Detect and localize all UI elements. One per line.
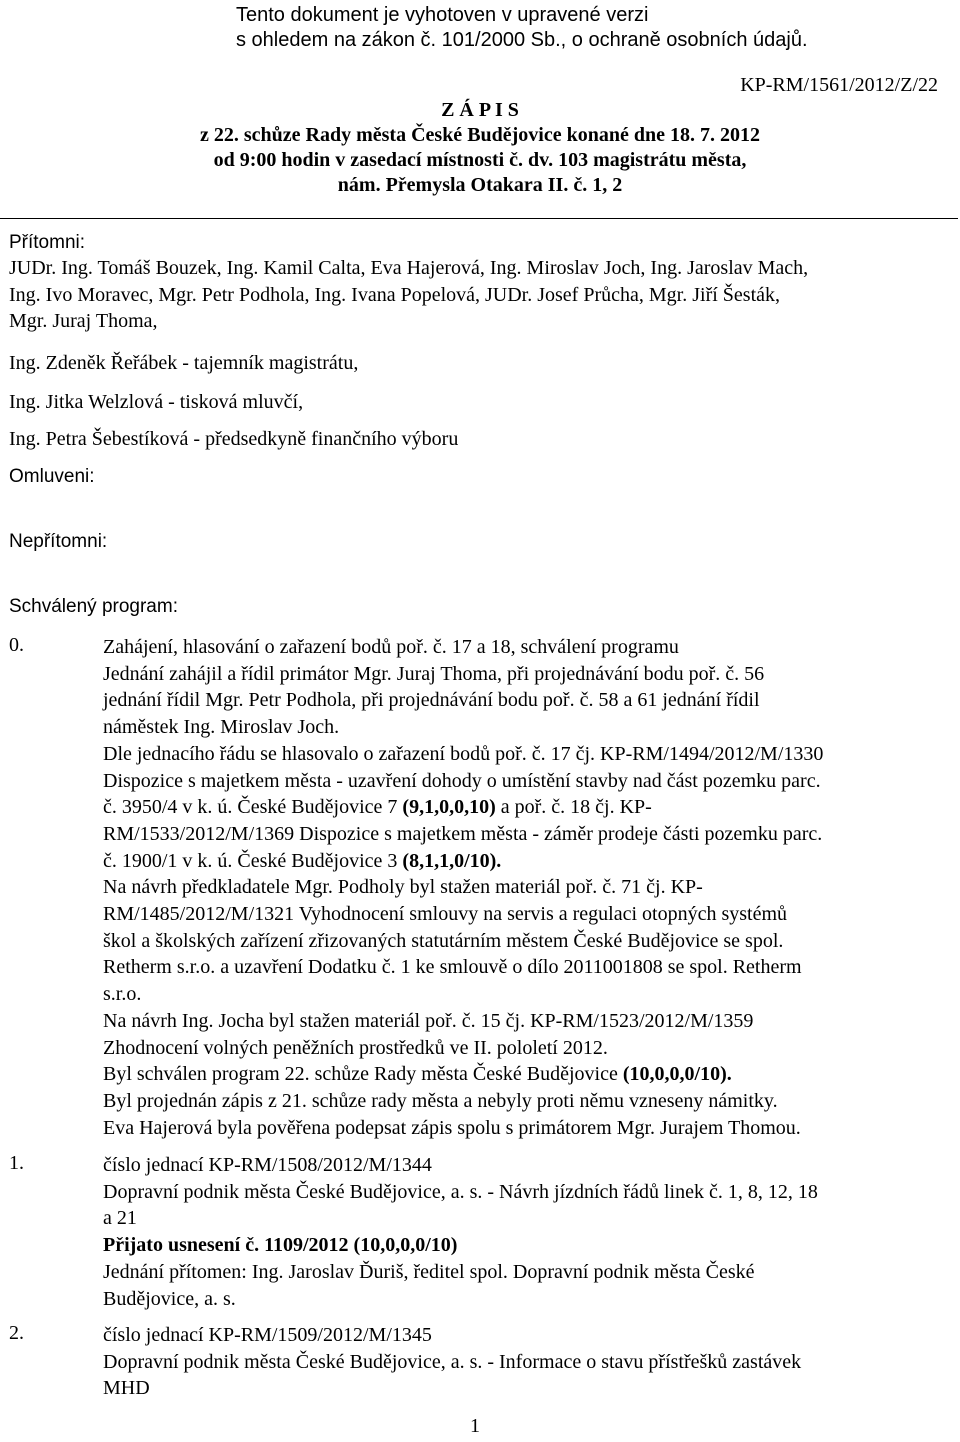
present-list: [9, 255, 808, 335]
item-line: jednání řídil Mgr. Petr Podhola, při projednávání bodu poř. č. 58 a 61 jednání řídil: [103, 689, 760, 712]
resolution-line: Přijato usnesení č. 1109/2012 (10,0,0,0/10): [103, 1234, 458, 1257]
program-item-0: [103, 634, 933, 1141]
title-heading: Z Á P I S: [441, 99, 519, 121]
item-line: Jednání přítomen: Ing. Jaroslav Ďuriš, ředitel spol. Dopravní podnik města České: [103, 1260, 755, 1283]
present-line: JUDr. Ing. Tomáš Bouzek, Ing. Kamil Calta, Eva Hajerová, Ing. Miroslav Joch, Ing. Jaroslav Mach,: [9, 257, 809, 279]
present-label: Přítomni:: [9, 232, 86, 253]
item-number: 2.: [9, 1322, 24, 1344]
vote-result: (10,0,0,0/10).: [622, 1063, 732, 1086]
title-line-2: od 9:00 hodin v zasedací místnosti č. dv. 103 magistrátu města,: [213, 149, 747, 171]
item-line: Byl projednán zápis z 21. schůze rady města a nebyly proti němu vzneseny námitky.: [103, 1089, 778, 1112]
title-line-1: z 22. schůze Rady města České Budějovice konané dne 18. 7. 2012: [200, 124, 760, 146]
item-line: Dopravní podnik města České Budějovice, a. s. - Návrh jízdních řádů linek č. 1, 8, 12, 18: [103, 1180, 818, 1203]
present-line: Ing. Ivo Moravec, Mgr. Petr Podhola, Ing. Ivana Popelová, JUDr. Josef Průcha, Mgr. Jiří Šesták,: [9, 283, 780, 306]
privacy-notice: [236, 3, 808, 53]
item-line: Zahájení, hlasování o zařazení bodů poř. č. 17 a 18, schválení programu: [103, 636, 679, 658]
item-line: Eva Hajerová byla pověřena podepsat zápis spolu s primátorem Mgr. Jurajem Thomou.: [103, 1116, 801, 1139]
guest-line: Ing. Petra Šebestíková - předsedkyně finančního výboru: [9, 428, 459, 450]
excused-label: Omluveni:: [9, 466, 95, 487]
item-line: s.r.o.: [103, 983, 142, 1006]
vote-result: (9,1,0,0,10): [402, 796, 496, 819]
privacy-notice-line-2: s ohledem na zákon č. 101/2000 Sb., o ochraně osobních údajů.: [236, 29, 808, 51]
item-line: RM/1485/2012/M/1321 Vyhodnocení smlouvy na servis a regulaci otopných systémů: [103, 903, 788, 926]
item-number: 0.: [9, 634, 24, 656]
item-line: RM/1533/2012/M/1369 Dispozice s majetkem města - záměr prodeje části pozemku parc.: [103, 822, 823, 845]
item-line: Na návrh předkladatele Mgr. Podholy byl stažen materiál poř. č. 71 čj. KP-: [103, 876, 703, 899]
document-title: [0, 98, 960, 198]
program-item-1: [103, 1152, 933, 1312]
present-line: Mgr. Juraj Thoma,: [9, 310, 158, 333]
document-reference: KP-RM/1561/2012/Z/22: [740, 74, 938, 96]
item-number: 1.: [9, 1152, 24, 1174]
item-line: Retherm s.r.o. a uzavření Dodatku č. 1 ke smlouvě o dílo 2011001808 se spol. Retherm: [103, 956, 802, 979]
guest-line: Ing. Zdeněk Řeřábek - tajemník magistrátu,: [9, 352, 359, 374]
privacy-notice-line-1: Tento dokument je vyhotoven v upravené verzi: [236, 4, 649, 26]
item-line: Dispozice s majetkem města - uzavření dohody o umístění stavby nad část pozemku parc.: [103, 769, 821, 792]
item-line: Byl schválen program 22. schůze Rady města České Budějovice (10,0,0,0/10).: [103, 1063, 732, 1086]
item-line: Na návrh Ing. Jocha byl stažen materiál poř. č. 15 čj. KP-RM/1523/2012/M/1359: [103, 1009, 754, 1032]
item-line: Zhodnocení volných peněžních prostředků ve II. pololetí 2012.: [103, 1036, 608, 1059]
title-line-3: nám. Přemysla Otakara II. č. 1, 2: [337, 174, 623, 196]
item-line: číslo jednací KP-RM/1508/2012/M/1344: [103, 1154, 432, 1176]
item-line: a 21: [103, 1207, 137, 1230]
item-line: č. 1900/1 v k. ú. České Budějovice 3 (8,1,1,0/10).: [103, 849, 502, 872]
item-line: číslo jednací KP-RM/1509/2012/M/1345: [103, 1324, 432, 1346]
item-line: č. 3950/4 v k. ú. České Budějovice 7 (9,1,0,0,10) a poř. č. 18 čj. KP-: [103, 796, 652, 819]
item-line: MHD: [103, 1377, 150, 1400]
item-line: Budějovice, a. s.: [103, 1287, 236, 1310]
item-line: náměstek Ing. Miroslav Joch.: [103, 716, 340, 739]
program-label: Schválený program:: [9, 596, 178, 617]
item-line: Dle jednacího řádu se hlasovalo o zařazení bodů poř. č. 17 čj. KP-RM/1494/2012/M/1330: [103, 742, 824, 765]
vote-result: (8,1,1,0/10).: [402, 849, 502, 872]
guest-line: Ing. Jitka Welzlová - tisková mluvčí,: [9, 391, 304, 413]
item-line: škol a školských zařízení zřizovaných statutárním městem České Budějovice se spol.: [103, 929, 784, 952]
header-divider: [0, 218, 958, 219]
program-item-2: [103, 1322, 933, 1402]
item-line: Jednání zahájil a řídil primátor Mgr. Juraj Thoma, při projednávání bodu poř. č. 56: [103, 662, 765, 685]
item-line: Dopravní podnik města České Budějovice, a. s. - Informace o stavu přístřešků zastávek: [103, 1350, 802, 1373]
page-number: 1: [470, 1415, 480, 1437]
absent-label: Nepřítomni:: [9, 531, 108, 552]
